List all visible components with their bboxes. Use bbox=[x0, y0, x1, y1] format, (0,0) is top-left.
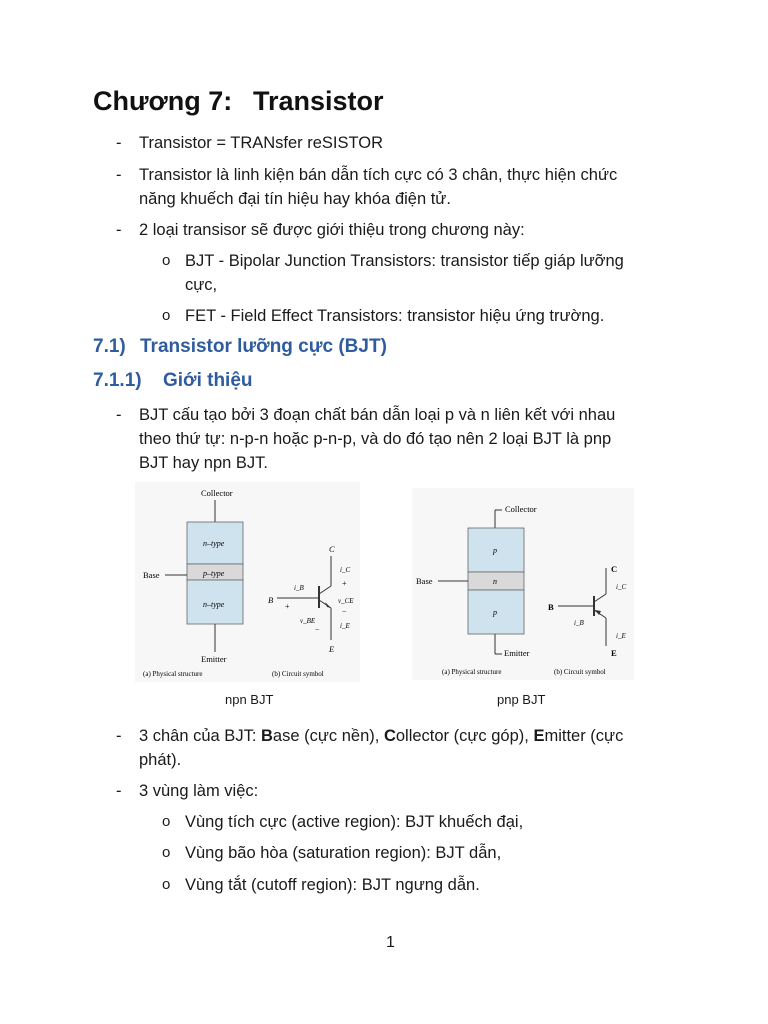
bullet-text: năng khuếch đại tín hiệu hay khóa điện tử. bbox=[139, 190, 451, 208]
bullet-text: phát). bbox=[139, 751, 182, 769]
npn-p-mid-label: p–type bbox=[203, 569, 225, 578]
pnp-ie-label: i_E bbox=[616, 632, 626, 640]
section-heading-7-1 bbox=[93, 336, 387, 358]
section-heading-7-1-1 bbox=[93, 370, 253, 392]
bullet-text: BJT hay npn BJT. bbox=[139, 454, 269, 472]
bullet-text: 3 vùng làm việc: bbox=[139, 782, 259, 800]
bullet-text: theo thứ tự: n-p-n hoặc p-n-p, và do đó tạo nên 2 loại BJT là pnp bbox=[139, 430, 612, 448]
section-number: 7.1) bbox=[93, 336, 126, 357]
npn-ic-label: i_C bbox=[340, 566, 351, 574]
npn-vbe-label: v_BE bbox=[300, 617, 316, 625]
sub-bullet-circle: o bbox=[162, 844, 171, 861]
pins-prefix: 3 chân của BJT: bbox=[139, 727, 261, 745]
sub-bullet-text: BJT - Bipolar Junction Transistors: transistor tiếp giáp lưỡng bbox=[185, 252, 624, 270]
npn-base-label: Base bbox=[143, 570, 160, 580]
bullet-dash: - bbox=[116, 782, 122, 800]
bullet-text: Transistor = TRANsfer reSISTOR bbox=[139, 134, 384, 152]
bullet-dash: - bbox=[116, 134, 122, 152]
pnp-p-top-label: p bbox=[493, 546, 497, 555]
npn-plus-sign: + bbox=[342, 579, 347, 588]
npn-minus-sign: − bbox=[342, 607, 347, 616]
bullet-dash: - bbox=[116, 406, 122, 424]
npn-caption-b: (b) Circuit symbol bbox=[272, 670, 324, 678]
pnp-base-label: Base bbox=[416, 576, 433, 586]
npn-plus-sign: + bbox=[285, 602, 290, 611]
pnp-p-bot-label: p bbox=[493, 608, 497, 617]
sub-bullet-text: Vùng tắt (cutoff region): BJT ngưng dẫn. bbox=[185, 876, 480, 894]
npn-ie-label: i_E bbox=[340, 622, 350, 630]
bullet-dash: - bbox=[116, 727, 122, 745]
pins-b-letter: B bbox=[261, 727, 273, 745]
pins-base-text: ase (cực nền), bbox=[272, 727, 384, 745]
npn-c-label: C bbox=[329, 544, 335, 554]
npn-figure-label: npn BJT bbox=[225, 692, 274, 707]
npn-vce-label: v_CE bbox=[338, 597, 354, 605]
chapter-title bbox=[93, 86, 384, 117]
pnp-b-label: B bbox=[548, 602, 554, 612]
chapter-number: Chương 7: bbox=[93, 86, 233, 116]
pnp-figure-label: pnp BJT bbox=[497, 692, 546, 707]
sub-bullet-circle: o bbox=[162, 876, 171, 893]
section-title: Giới thiệu bbox=[163, 370, 253, 391]
chapter-name: Transistor bbox=[253, 86, 384, 116]
npn-figure bbox=[135, 482, 360, 682]
pins-c-letter: C bbox=[383, 727, 396, 745]
pnp-c-label: C bbox=[611, 564, 618, 574]
npn-b-label: B bbox=[268, 595, 274, 605]
pnp-caption-a: (a) Physical structure bbox=[442, 668, 502, 676]
pnp-figure bbox=[412, 488, 634, 680]
sub-bullet-text: FET - Field Effect Transistors: transistor hiệu ứng trường. bbox=[185, 307, 605, 325]
npn-ib-label: i_B bbox=[294, 584, 304, 592]
sub-bullet-text: Vùng tích cực (active region): BJT khuếch đại, bbox=[185, 813, 524, 831]
pins-e-letter: E bbox=[533, 727, 545, 745]
pnp-n-mid-label: n bbox=[493, 577, 497, 586]
npn-caption-a: (a) Physical structure bbox=[143, 670, 203, 678]
pins-collector-text: ollector (cực góp), bbox=[395, 727, 534, 745]
sub-bullet-text: Vùng bão hòa (saturation region): BJT dẫn, bbox=[185, 844, 502, 862]
npn-emitter-label: Emitter bbox=[201, 654, 227, 664]
sub-bullet-circle: o bbox=[162, 813, 171, 830]
pnp-emitter-label: Emitter bbox=[504, 648, 530, 658]
pnp-ib-label: i_B bbox=[574, 619, 584, 627]
bullet-dash: - bbox=[116, 166, 122, 184]
pnp-ic-label: i_C bbox=[616, 583, 627, 591]
npn-minus-sign: − bbox=[315, 625, 320, 634]
pins-emitter-text: mitter (cực bbox=[544, 727, 624, 745]
sub-bullet-circle: o bbox=[162, 307, 171, 324]
bullet-text: 2 loại transisor sẽ được giới thiệu trong chương này: bbox=[139, 221, 525, 239]
bullet-text: BJT cấu tạo bởi 3 đoạn chất bán dẫn loại p và n liên kết với nhau bbox=[139, 406, 616, 424]
pnp-collector-label: Collector bbox=[505, 504, 537, 514]
npn-n-top-label: n–type bbox=[203, 539, 225, 548]
page-number: 1 bbox=[386, 934, 395, 951]
bullet-text: Transistor là linh kiện bán dẫn tích cực có 3 chân, thực hiện chức bbox=[139, 166, 618, 184]
sub-bullet-circle: o bbox=[162, 252, 171, 269]
sub-bullet-text: cực, bbox=[185, 276, 218, 294]
bullet-dash: - bbox=[116, 221, 122, 239]
pnp-caption-b: (b) Circuit symbol bbox=[554, 668, 606, 676]
section-number: 7.1.1) bbox=[93, 370, 142, 391]
npn-collector-label: Collector bbox=[201, 488, 233, 498]
npn-n-bot-label: n–type bbox=[203, 600, 225, 609]
bullet-text-pins bbox=[139, 724, 623, 748]
section-title: Transistor lưỡng cực (BJT) bbox=[140, 336, 387, 357]
pnp-e-label: E bbox=[611, 648, 617, 658]
npn-e-label: E bbox=[329, 644, 335, 654]
